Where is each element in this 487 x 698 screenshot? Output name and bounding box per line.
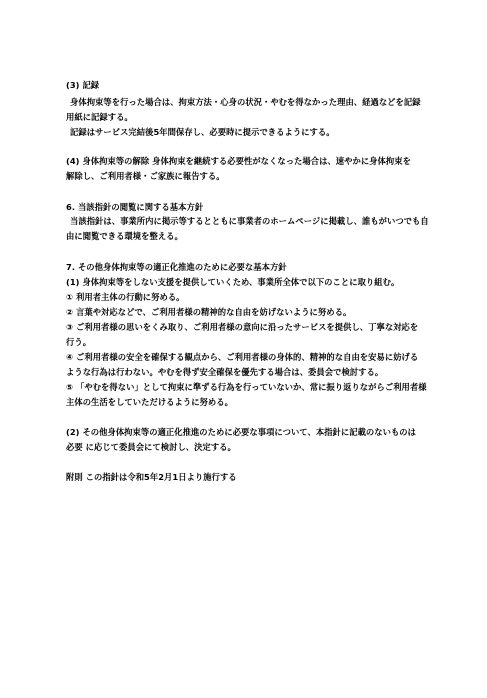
section-heading-7-other-policy: 7. その他身体拘束等の適正化推進のために必要な基本方針 xyxy=(66,262,287,272)
records-retention-line: 記録はサービス完結後5年間保存し、必要時に提示できるようにする。 xyxy=(70,127,335,137)
viewing-policy-line-1: 当該指針は、事業所内に掲示等するとともに事業者のホームページに掲載し、誰もがいつでも自 xyxy=(70,216,429,226)
policy-item-4-line-1: ④ ご利用者様の安全を確保する観点から、ご利用者様の身体的、精神的な自由を安易に妨げる xyxy=(66,352,419,362)
other-policy-subheading-2-line-2: 必要 に応じて委員会にて検討し、決定する。 xyxy=(66,442,236,452)
other-policy-subheading-1: (1) 身体拘束等をしない支援を提供していくため、事業所全体で以下のことに取り組む。 xyxy=(66,277,400,287)
section-heading-3-records: (3) 記録 xyxy=(66,80,100,90)
other-policy-subheading-2-line-1: (2) その他身体拘束等の適正化推進のために必要な事項について、本指針に記載のないものは xyxy=(66,427,416,437)
policy-item-2: ② 言葉や対応などで、ご利用者様の精神的な自由を妨げないように努める。 xyxy=(66,307,352,317)
policy-item-3-line-2: 行う。 xyxy=(66,337,92,347)
viewing-policy-line-2: 由に閲覧できる環境を整える。 xyxy=(66,231,183,241)
section-heading-4-release-line-1: (4) 身体拘束等の解除 身体拘束を継続する必要性がなくなった場合は、速やかに身体拘束を xyxy=(66,156,411,166)
policy-item-5-line-1: ⑤ 「やむを得ない」として拘束に準ずる行為を行っていないか、常に振り返りながらご利用者様 xyxy=(66,382,427,392)
records-paragraph-line-2: 用紙に記録する。 xyxy=(66,112,133,122)
policy-item-1: ① 利用者主体の行動に努める。 xyxy=(66,292,185,302)
policy-item-4-line-2: ような行為は行わない。やむを得ず安全確保を優先する場合は、委員会で検討する。 xyxy=(66,367,384,377)
records-paragraph-line-1: 身体拘束等を行った場合は、拘束方法・心身の状況・やむを得なかった理由、経過などを記録 xyxy=(70,97,421,107)
policy-item-3-line-1: ③ ご利用者様の思いをくみ取り、ご利用者様の意向に沿ったサービスを提供し、丁寧な対応を xyxy=(66,322,419,332)
supplementary-provision: 附則 この指針は令和5年2月1日より施行する xyxy=(66,472,237,482)
section-heading-4-release-line-2: 解除し、ご利用者様・ご家族に報告する。 xyxy=(66,171,225,181)
section-heading-6-viewing-policy: 6. 当該指針の閲覧に関する基本方針 xyxy=(66,202,204,212)
policy-item-5-line-2: 主体の生活をしていただけるように努める。 xyxy=(66,397,233,407)
